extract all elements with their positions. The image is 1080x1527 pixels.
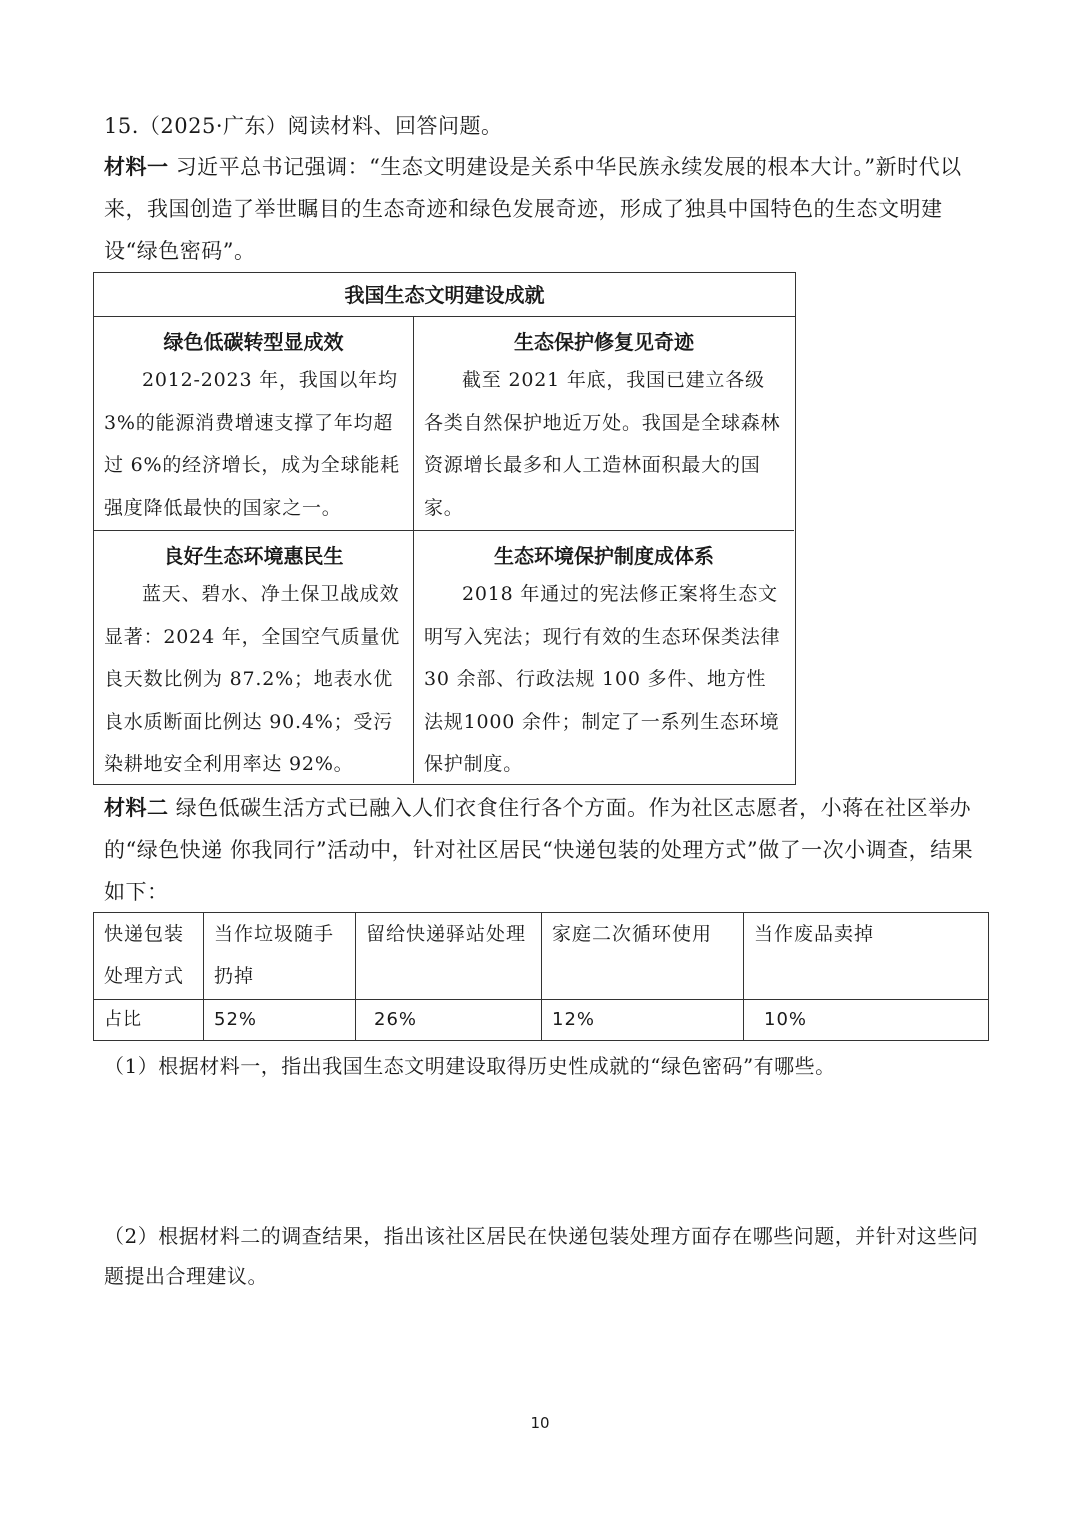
achievement-cell-green-low-carbon [94, 317, 414, 531]
achievement-title: 绿色低碳转型显成效 [163, 330, 344, 354]
achievement-cell-environment-livelihood [94, 531, 414, 783]
survey-table [93, 912, 989, 1041]
achievement-body: 蓝天、碧水、净土保卫战成效显著：2024 年，全国空气质量优良天数比例为 87.2%；地表水优良水质断面比例达 90.4%；受污染耕地安全利用率达 92%。 [104, 583, 400, 775]
survey-percentage-row [94, 1000, 989, 1041]
achievement-body: 2012-2023 年，我国以年均3%的能源消费增速支撑了年均超过 6%的经济增长，成为全球能耗强度降低最快的国家之一。 [104, 369, 400, 519]
achievement-body: 截至 2021 年底，我国已建立各级各类自然保护地近万处。我国是全球森林资源增长最多和人工造林面积最大的国家。 [424, 369, 781, 519]
survey-method-cell: 留给快递驿站处理 [356, 913, 542, 1000]
survey-method-cell: 当作垃圾随手扔掉 [204, 913, 356, 1000]
achievement-title: 良好生态环境惠民生 [163, 544, 344, 568]
achievement-body: 2018 年通过的宪法修正案将生态文明写入宪法；现行有效的生态环保类法律 30 余部、行政法规 100 多件、地方性法规1000 余件；制定了一系列生态环境保护制度。 [424, 583, 781, 775]
achievement-cell-protection-system [414, 531, 794, 783]
survey-method-cell: 当作废品卖掉 [744, 913, 989, 1000]
survey-header-label: 快递包装处理方式 [94, 913, 204, 1000]
survey-row-label: 占比 [94, 1000, 204, 1041]
material-one [104, 146, 984, 272]
page-number: 10 [530, 1414, 550, 1432]
question-header: 15.（2025·广东）阅读材料、回答问题。 [104, 114, 503, 138]
material-one-text: 习近平总书记强调：“生态文明建设是关系中华民族永续发展的根本大计。”新时代以来，我国创造了举世瞩目的生态奇迹和绿色发展奇迹，形成了独具中国特色的生态文明建设“绿色密码”。 [104, 155, 962, 263]
survey-percentage-cell: 52% [204, 1000, 356, 1041]
achievement-cell-ecological-restoration [414, 317, 794, 531]
achievement-title: 生态环境保护制度成体系 [494, 544, 714, 568]
achievements-table [93, 272, 796, 785]
material-one-label: 材料一 [104, 154, 169, 179]
question-two: （2）根据材料二的调查结果，指出该社区居民在快递包装处理方面存在哪些问题，并针对这些问题提出合理建议。 [104, 1224, 979, 1288]
survey-method-cell: 家庭二次循环使用 [542, 913, 744, 1000]
survey-percentage-cell: 12% [542, 1000, 744, 1041]
material-two-text: 绿色低碳生活方式已融入人们衣食住行各个方面。作为社区志愿者，小蒋在社区举办的“绿色快递 你我同行”活动中，针对社区居民“快递包装的处理方式”做了一次小调查，结果如下： [104, 796, 974, 904]
achievement-title: 生态保护修复见奇迹 [514, 330, 694, 354]
material-two [104, 787, 984, 913]
survey-percentage-cell: 26% [356, 1000, 542, 1041]
survey-header-row [94, 913, 989, 1000]
material-two-label: 材料二 [104, 795, 169, 820]
question-one: （1）根据材料一，指出我国生态文明建设取得历史性成就的“绿色密码”有哪些。 [104, 1054, 836, 1078]
survey-percentage-cell: 10% [744, 1000, 989, 1041]
achievements-table-caption: 我国生态文明建设成就 [94, 273, 795, 317]
